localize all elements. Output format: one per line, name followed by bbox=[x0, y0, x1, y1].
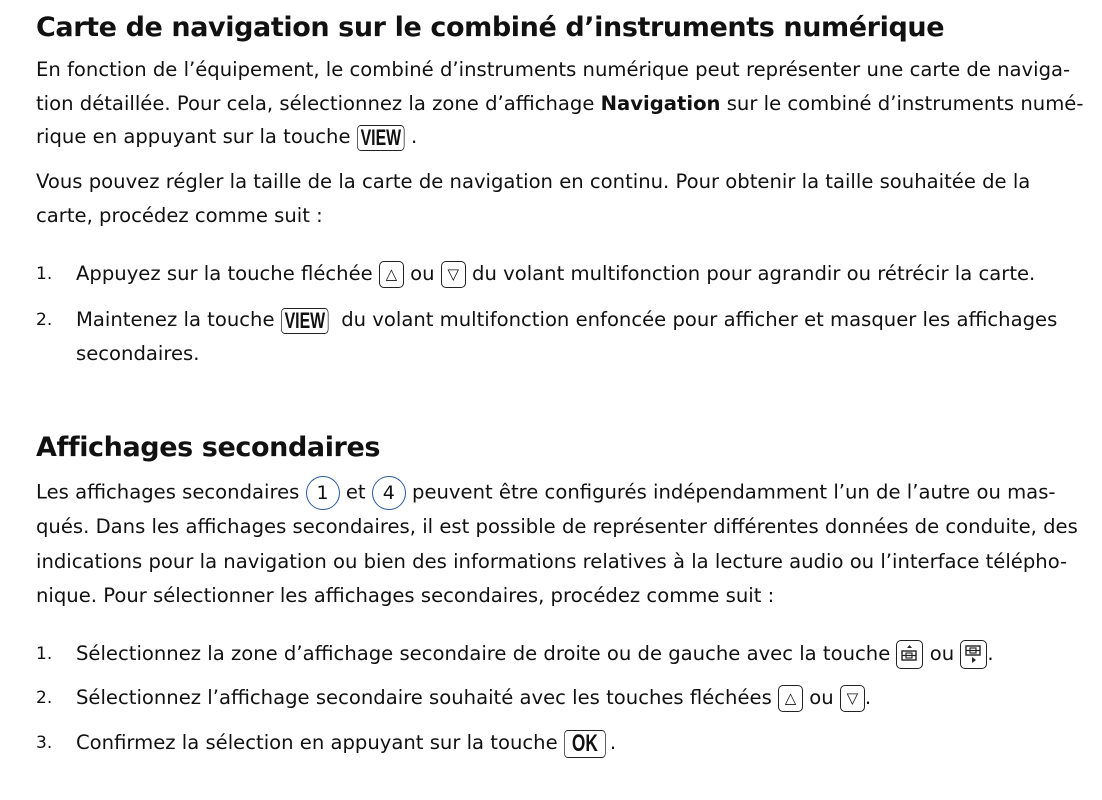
text: ou bbox=[923, 642, 961, 665]
section-title-navigation-map: Carte de navigation sur le combiné d’instruments numérique bbox=[36, 12, 945, 43]
text: Vous pouvez régler la taille de la carte de navigation en continu. Pour obtenir la taille souhaitée de la bbox=[36, 170, 1031, 193]
paragraph-line bbox=[36, 56, 1070, 84]
text: ou bbox=[803, 686, 840, 709]
text: secondaires. bbox=[76, 342, 200, 365]
down-arrow-key-icon: ▽ bbox=[441, 261, 466, 288]
step-2-line-2 bbox=[76, 340, 199, 368]
step-1-line bbox=[76, 260, 1035, 288]
paragraph-line bbox=[36, 513, 1078, 541]
text: Appuyez sur la touche fléchée bbox=[76, 262, 379, 285]
text: Sélectionnez l’affichage secondaire souhaité avec les touches fléchées bbox=[76, 686, 779, 709]
step-2-line bbox=[76, 684, 871, 712]
step-3-line bbox=[76, 729, 616, 758]
step-number: 1. bbox=[36, 264, 53, 284]
text: carte, procédez comme suit : bbox=[36, 204, 323, 227]
text: Sélectionnez la zone d’affichage secondaire de droite ou de gauche avec la touche bbox=[76, 642, 897, 665]
up-arrow-key-icon: △ bbox=[379, 261, 404, 288]
text: indications pour la navigation ou bien des informations relatives à la lecture audio ou l’interface télépho- bbox=[36, 550, 1068, 573]
text: . bbox=[609, 731, 617, 754]
text: rique en appuyant sur la touche bbox=[36, 125, 357, 148]
text: . bbox=[410, 125, 418, 148]
callout-circle-4: 4 bbox=[372, 476, 406, 510]
view-key-icon: VIEW bbox=[281, 308, 329, 334]
paragraph-line bbox=[36, 168, 1030, 196]
step-2-line bbox=[76, 306, 1057, 334]
paragraph-line bbox=[36, 90, 1083, 118]
ok-key-icon: OK bbox=[564, 730, 606, 758]
paragraph-line bbox=[36, 123, 417, 151]
view-key-icon: VIEW bbox=[357, 125, 405, 151]
text: tion détaillée. Pour cela, sélectionnez la zone d’affichage bbox=[36, 92, 601, 115]
text: ou bbox=[403, 262, 441, 285]
text: du volant multifonction enfoncée pour afficher et masquer les affichages bbox=[334, 308, 1058, 331]
step-number: 2. bbox=[36, 310, 53, 330]
down-arrow-key-icon: ▽ bbox=[840, 685, 865, 712]
text: qués. Dans les affichages secondaires, il est possible de représenter différentes données de conduite, des bbox=[36, 515, 1078, 538]
text: Confirmez la sélection en appuyant sur la touche bbox=[76, 731, 564, 754]
text: En fonction de l’équipement, le combiné d’instruments numérique peut représenter une carte de naviga- bbox=[36, 58, 1071, 81]
text: nique. Pour sélectionner les affichages secondaires, procédez comme suit : bbox=[36, 584, 775, 607]
paragraph-line bbox=[36, 476, 1055, 510]
text: du volant multifonction pour agrandir ou rétrécir la carte. bbox=[465, 262, 1036, 285]
text: Maintenez la touche bbox=[76, 308, 281, 331]
display-switch-back-icon bbox=[896, 640, 923, 669]
callout-circle-1: 1 bbox=[306, 476, 340, 510]
paragraph-line bbox=[36, 202, 323, 230]
step-number: 2. bbox=[36, 688, 53, 708]
up-arrow-key-icon: △ bbox=[778, 685, 803, 712]
text: . bbox=[987, 642, 994, 665]
text: Les affichages secondaires bbox=[36, 480, 306, 504]
step-1-line bbox=[76, 640, 994, 669]
navigation-term: Navigation bbox=[600, 92, 721, 115]
paragraph-line bbox=[36, 582, 774, 610]
text: peuvent être configurés indépendamment l’un de l’autre ou mas- bbox=[405, 480, 1056, 504]
display-switch-forward-icon bbox=[960, 640, 987, 669]
paragraph-line bbox=[36, 548, 1067, 576]
step-number: 1. bbox=[36, 644, 53, 664]
step-number: 3. bbox=[36, 733, 53, 753]
text: sur le combiné d’instruments numé- bbox=[720, 92, 1084, 115]
text: et bbox=[339, 480, 372, 504]
section-title-secondary-displays: Affichages secondaires bbox=[36, 432, 381, 463]
text: . bbox=[864, 686, 872, 709]
